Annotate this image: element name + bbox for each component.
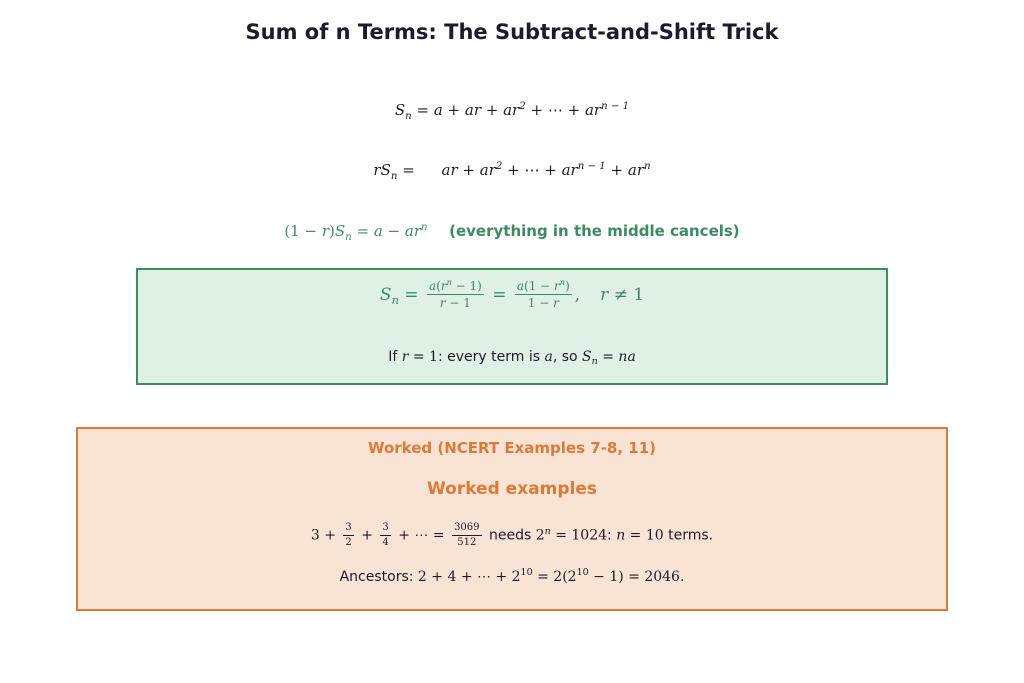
worked-subheader: Worked examples	[427, 479, 597, 499]
page-title: Sum of n Terms: The Subtract-and-Shift Trick	[245, 20, 779, 44]
cancel-note: (everything in the middle cancels)	[449, 222, 740, 240]
r-equals-one-note: If r = 1: every term is a, so $S_n$ = na	[388, 349, 636, 368]
worked-example-1: 3 + $\frac{3}{2}$ + $\frac{3}{4}$ + ⋯ = $\frac{3069}{512}$ needs $2^n = 1024$: n = 10 terms.	[310, 522, 714, 548]
equation-sum-definition: $S_n = a$ + ar + $ar^2$ + ⋯ + $ar^{n - 1}$	[394, 100, 630, 122]
worked-example-2: Ancestors: 2 + 4 + ⋯ + $2^{10} = 2(2^{10} - 1) = 2046$.	[339, 567, 685, 585]
sum-formula: $S_n$ = $\frac{a(r^n - 1)}{r - 1}$ = $\frac{a(1 - r^n)}{1 - r}$ , r ≠ 1	[379, 277, 645, 311]
equation-shifted-sum: $rS_n$ = ar + $ar^2$ + ⋯ + $ar^{n - 1} + ar^n$	[373, 160, 651, 182]
worked-header: Worked (NCERT Examples 7-8, 11)	[367, 439, 657, 457]
equation-subtracted: $(1 - r)S_n = a - ar^n$ (everything in the middle cancels)	[284, 221, 740, 243]
